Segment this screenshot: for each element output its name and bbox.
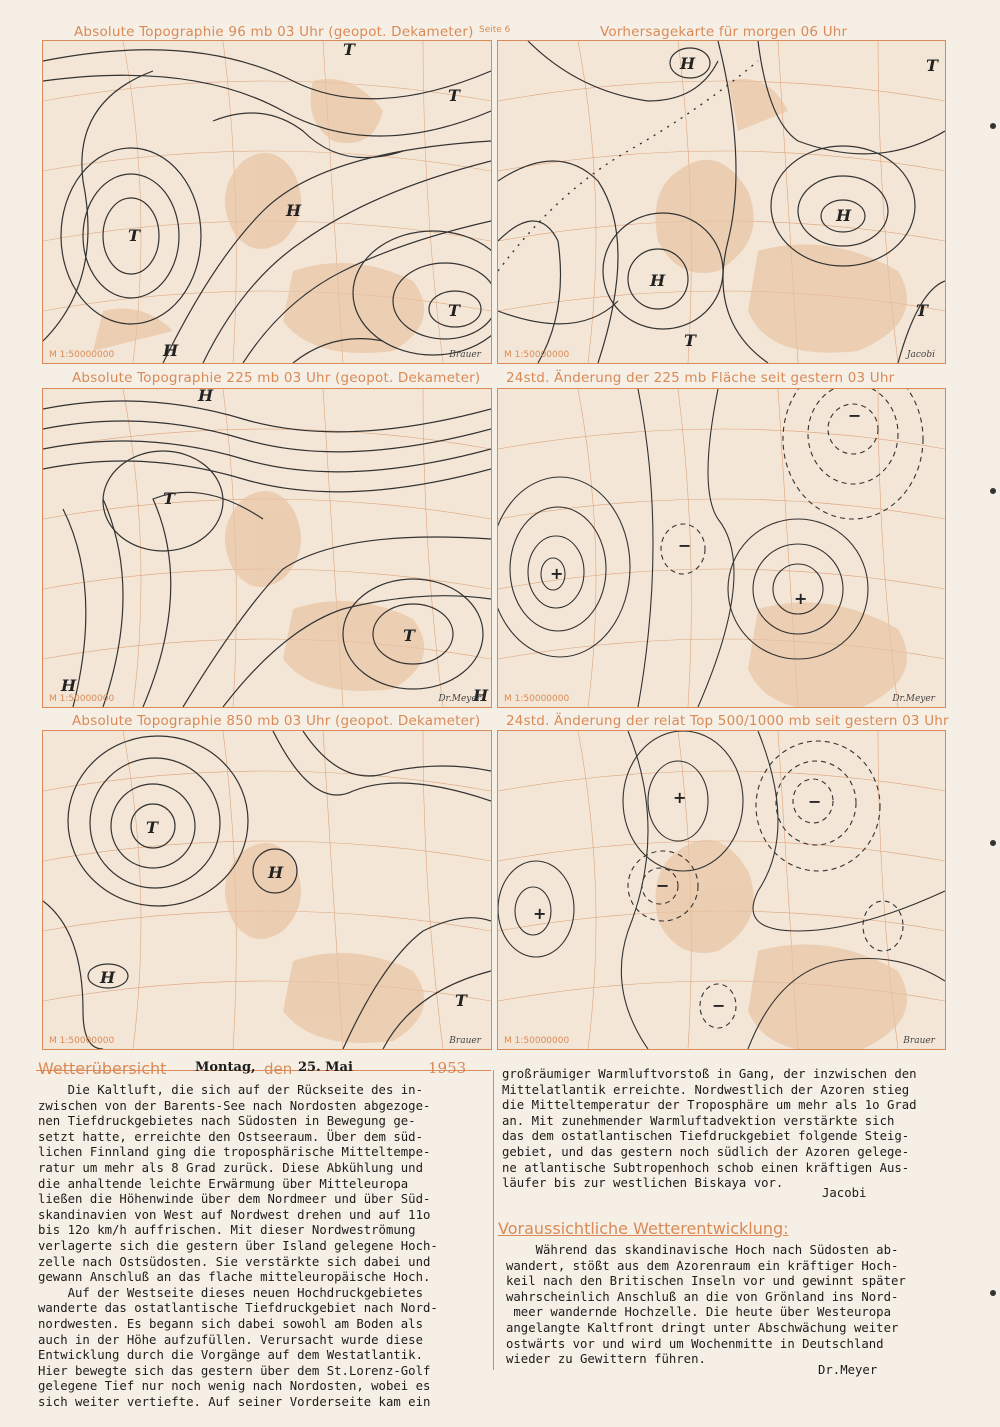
summary-den-label: den	[264, 1060, 293, 1078]
map-225mb	[42, 388, 492, 708]
map4-label-minus2: −	[678, 536, 692, 555]
map1-label-T3: T	[343, 41, 355, 59]
punch-hole-1	[990, 123, 996, 129]
map3-label-T2: T	[403, 626, 415, 645]
map6-label-plus2: +	[673, 788, 687, 807]
summary-author: Jacobi	[822, 1186, 867, 1200]
summary-year: 1953	[428, 1059, 467, 1077]
map1-label-H2: H	[286, 201, 302, 220]
map2-label-T: T	[684, 331, 696, 350]
map6-scale: M 1:50000000	[504, 1036, 570, 1046]
map4-signature: Dr.Meyer	[892, 694, 935, 704]
punch-hole-4	[990, 1290, 996, 1296]
map-title-225mb: Absolute Topographie 225 mb 03 Uhr (geopot. Dekameter)	[72, 370, 481, 386]
map3-label-H3: H	[473, 686, 489, 705]
map6-label-minus: −	[808, 792, 822, 811]
map2-signature: Jacobi	[906, 350, 935, 360]
map5-label-T2: T	[455, 991, 467, 1010]
map3-label-H: H	[198, 389, 214, 405]
map4-label-plus: +	[550, 564, 564, 583]
map4-label-plus2: +	[794, 589, 808, 608]
summary-right-text: großräumiger Warmluftvorstoß in Gang, der inzwischen den Mittelatlantik erreichte. Nordwestlich der Azoren stieg die Mitteltemperatur der Troposphäre um mehr als 1o Grad an. Mit zunehmender Warmluftadvektion verstärkte sich das dem ostatlantischen Tiefdruckgebiet folgende Steig- gebiet, und das gestern noch südlich der Azoren gelege- ne atlantische Subtropenhoch schob einen kräftigen Aus- läufer bis zur westlichen Biskaya vor.	[502, 1067, 917, 1191]
map-relat-top-change	[497, 730, 946, 1050]
page-label: Seite 6	[479, 25, 511, 35]
map1-label-T4: T	[448, 86, 460, 105]
summary-weekday: Montag,	[195, 1060, 256, 1075]
summary-date: 25. Mai	[298, 1060, 353, 1075]
summary-title: Wetterübersicht	[38, 1059, 167, 1078]
map6-label-minus3: −	[712, 996, 726, 1015]
map2-label-H2: H	[836, 206, 852, 225]
map-96mb	[42, 40, 492, 364]
map2-label-T3: T	[926, 56, 938, 75]
map5-scale: M 1:50000000	[49, 1036, 115, 1046]
map-title-96mb: Absolute Topographie 96 mb 03 Uhr (geopot. Dekameter)	[74, 24, 474, 40]
map3-label-H2: H	[61, 676, 77, 695]
map2-label-H: H	[680, 54, 696, 73]
map5-label-H: H	[268, 863, 284, 882]
map2-label-T2: T	[916, 301, 928, 320]
map2-scale: M 1:50000000	[504, 350, 570, 360]
summary-left-text: Die Kaltluft, die sich auf der Rückseite des in- zwischen von der Barents-See nach Nordosten abgezoge- nen Tiefdruckgebietes nach Südosten in Bewegung ge- setzt hatte, erreichte den Ostseeraum. Über dem süd- lichen Finnland ging die troposphärische Mitteltempe- ratur um mehr als 8 Grad zurück. Diese Abkühlung und die anhaltende leichte Erwärmung über Mitteleuropa ließen die Höhenwinde über dem Nordmeer und über Süd- skandinavien von West auf Nordwest drehen und auf 11o bis 12o km/h auffrischen. Mit dieser Nordweströmung verlagerte sich die gestern über Island gelegene Hoch- zelle nach Ostsüdosten. Sie verstärkte sich dabei und gewann Anschluß an das flache mitteleuropäische Hoch. Auf der Westseite dieses neuen Hochdruckgebietes wanderte das ostatlantische Tiefdruckgebiet nach Nord- nordwesten. Es begann sich dabei sowohl am Boden als auch in der Höhe aufzufüllen. Verursacht wurde diese Entwicklung durch die Vorgänge auf dem Westatlantik. Hier bewegte sich das gestern über dem St.Lorenz-Golf gelegene Tief nur noch wenig nach Nordosten, wobei es sich weiter vertiefte. Auf seiner Vorderseite kam ein	[38, 1083, 438, 1409]
map5-label-H2: H	[100, 968, 116, 987]
map4-scale: M 1:50000000	[504, 694, 570, 704]
map1-label-T: T	[128, 226, 140, 245]
map-850mb	[42, 730, 492, 1050]
map-forecast	[497, 40, 946, 364]
map3-signature: Dr.Meyer	[438, 694, 481, 704]
map6-signature: Brauer	[903, 1036, 935, 1046]
map1-signature: Brauer	[449, 350, 481, 360]
map3-scale: M 1:50000000	[49, 694, 115, 704]
forecast-author: Dr.Meyer	[818, 1363, 878, 1377]
map1-scale: M 1:50000000	[49, 350, 115, 360]
map1-label-T2: T	[448, 301, 460, 320]
map-title-225mb-change: 24std. Änderung der 225 mb Fläche seit gestern 03 Uhr	[506, 370, 895, 386]
map1-label-H: H	[163, 341, 179, 360]
column-divider	[493, 1070, 494, 1370]
punch-hole-2	[990, 488, 996, 494]
map3-label-T: T	[163, 489, 175, 508]
forecast-title: Voraussichtliche Wetterentwicklung:	[498, 1219, 789, 1238]
map-title-relat-top-change: 24std. Änderung der relat Top 500/1000 mb seit gestern 03 Uhr	[506, 713, 949, 729]
map6-label-plus: +	[533, 904, 547, 923]
map6-label-minus2: −	[656, 876, 670, 895]
map2-label-H3: H	[650, 271, 666, 290]
punch-hole-3	[990, 840, 996, 846]
forecast-text: Während das skandinavische Hoch nach Südosten ab- wandert, stößt aus dem Azorenraum ein kräftiger Hoch- keil nach den Britischen Inseln vor und gewinnt später wahrscheinlich Anschluß an die von Grönland ins Nord- meer wandernde Hochzelle. Die heute über Westeuropa angelangte Kaltfront dringt unter Abschwächung weiter ostwärts vor und wird um Wochenmitte in Deutschland wieder zu Gewittern führen.	[506, 1243, 906, 1367]
map5-label-T: T	[146, 818, 158, 837]
map-225mb-change	[497, 388, 946, 708]
map-title-forecast: Vorhersagekarte für morgen 06 Uhr	[600, 24, 848, 40]
map5-signature: Brauer	[449, 1036, 481, 1046]
map4-label-minus: −	[848, 406, 862, 425]
map-title-850mb: Absolute Topographie 850 mb 03 Uhr (geopot. Dekameter)	[72, 713, 481, 729]
